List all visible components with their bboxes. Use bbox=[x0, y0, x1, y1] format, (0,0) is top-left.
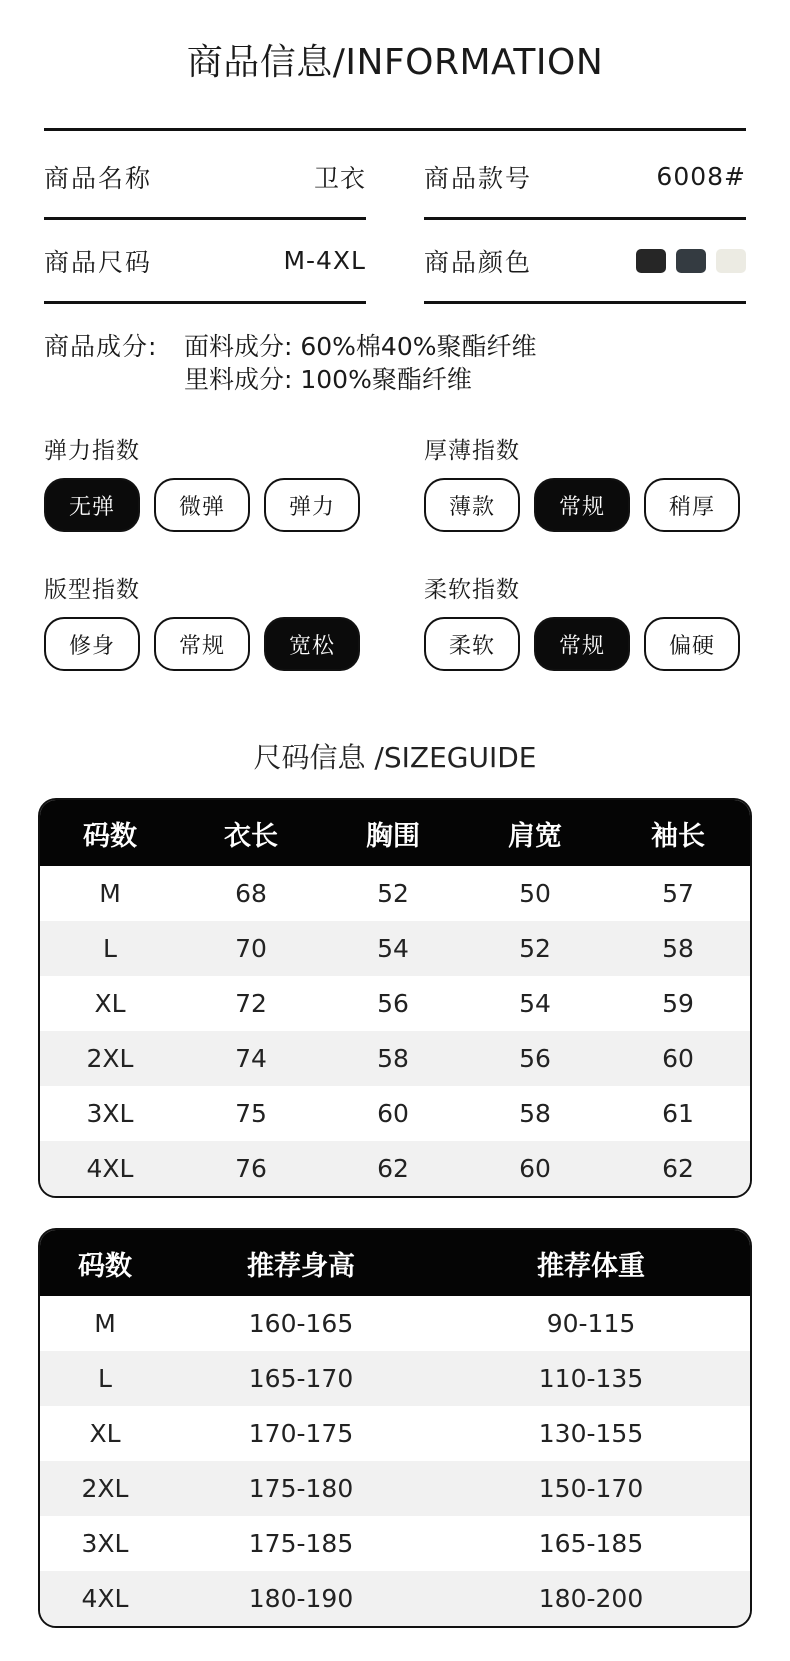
table-cell: 4XL bbox=[81, 1584, 129, 1613]
color-swatch bbox=[636, 249, 666, 273]
table-cell: 2XL bbox=[86, 1044, 134, 1073]
table-cell: XL bbox=[94, 989, 126, 1018]
fit-index-options bbox=[44, 617, 360, 671]
table-cell: 54 bbox=[377, 934, 409, 963]
softness-option-pill: 偏硬 bbox=[644, 617, 740, 671]
table-cell: 60 bbox=[662, 1044, 694, 1073]
recommend-table bbox=[38, 1228, 752, 1628]
page-title: 商品信息/INFORMATION bbox=[186, 42, 604, 83]
table-row bbox=[40, 976, 750, 1031]
table-row bbox=[40, 866, 750, 921]
color-label: 商品颜色 bbox=[424, 247, 533, 277]
table-cell: L bbox=[103, 934, 117, 963]
table-cell: 180-190 bbox=[248, 1584, 354, 1613]
table-cell: 68 bbox=[235, 879, 267, 908]
elastic-index-options bbox=[44, 478, 360, 532]
table-cell: 76 bbox=[235, 1154, 267, 1183]
softness-index-options bbox=[424, 617, 740, 671]
thickness-index-label: 厚薄指数 bbox=[424, 438, 520, 464]
composition-label: 商品成分: bbox=[44, 332, 158, 361]
name-value: 卫衣 bbox=[313, 163, 366, 193]
color-swatch bbox=[716, 249, 746, 273]
header-cell: 推荐体重 bbox=[537, 1250, 645, 1282]
table-row bbox=[40, 921, 750, 976]
table-cell: 90-115 bbox=[546, 1309, 636, 1338]
table-cell: M bbox=[99, 879, 121, 908]
table-row bbox=[40, 1516, 750, 1571]
name-label: 商品名称 bbox=[44, 163, 153, 193]
elastic-option-pill: 弹力 bbox=[264, 478, 360, 532]
header-cell: 袖长 bbox=[651, 820, 705, 852]
table-cell: 130-155 bbox=[538, 1419, 644, 1448]
table-cell: 110-135 bbox=[538, 1364, 644, 1393]
header-cell: 码数 bbox=[78, 1250, 132, 1282]
table-cell: 58 bbox=[377, 1044, 409, 1073]
table-cell: 52 bbox=[377, 879, 409, 908]
table-row bbox=[40, 1406, 750, 1461]
table-cell: 160-165 bbox=[248, 1309, 354, 1338]
fit-option-pill: 常规 bbox=[154, 617, 250, 671]
table-cell: 61 bbox=[662, 1099, 694, 1128]
table-cell: 54 bbox=[519, 989, 551, 1018]
header-cell: 肩宽 bbox=[508, 820, 562, 852]
table-cell: XL bbox=[89, 1419, 121, 1448]
elastic-option-pill: 无弹 bbox=[44, 478, 140, 532]
top-divider bbox=[44, 128, 746, 131]
size-table bbox=[38, 798, 752, 1198]
header-cell: 衣长 bbox=[224, 820, 278, 852]
table-row bbox=[40, 1031, 750, 1086]
table-cell: 52 bbox=[519, 934, 551, 963]
table-cell: 4XL bbox=[86, 1154, 134, 1183]
softness-index-label: 柔软指数 bbox=[424, 577, 520, 603]
table-cell: 74 bbox=[235, 1044, 267, 1073]
size-label: 商品尺码 bbox=[44, 247, 153, 277]
table-cell: 70 bbox=[235, 934, 267, 963]
table-cell: 72 bbox=[235, 989, 267, 1018]
table-header bbox=[40, 1230, 750, 1296]
fit-option-pill: 修身 bbox=[44, 617, 140, 671]
table-cell: 170-175 bbox=[248, 1419, 354, 1448]
table-cell: 58 bbox=[662, 934, 694, 963]
composition-lining: 里料成分: 100%聚酯纤维 bbox=[184, 365, 472, 394]
table-cell: 60 bbox=[519, 1154, 551, 1183]
table-header bbox=[40, 800, 750, 866]
table-cell: 62 bbox=[662, 1154, 694, 1183]
table-cell: 62 bbox=[377, 1154, 409, 1183]
table-cell: 58 bbox=[519, 1099, 551, 1128]
table-cell: 2XL bbox=[81, 1474, 129, 1503]
table-cell: 165-170 bbox=[248, 1364, 354, 1393]
composition-fabric: 面料成分: 60%棉40%聚酯纤维 bbox=[184, 332, 537, 361]
table-cell: 60 bbox=[377, 1099, 409, 1128]
thickness-option-pill: 常规 bbox=[534, 478, 630, 532]
table-row bbox=[40, 1141, 750, 1196]
elastic-option-pill: 微弹 bbox=[154, 478, 250, 532]
table-cell: 3XL bbox=[86, 1099, 134, 1128]
table-cell: M bbox=[94, 1309, 116, 1338]
thickness-index-options bbox=[424, 478, 740, 532]
fit-index-label: 版型指数 bbox=[44, 577, 140, 603]
thickness-option-pill: 稍厚 bbox=[644, 478, 740, 532]
softness-option-pill: 柔软 bbox=[424, 617, 520, 671]
table-cell: 50 bbox=[519, 879, 551, 908]
header-cell: 胸围 bbox=[366, 820, 420, 852]
info-sku bbox=[424, 136, 746, 220]
info-color bbox=[424, 220, 746, 304]
header-cell: 推荐身高 bbox=[247, 1250, 355, 1282]
table-row bbox=[40, 1086, 750, 1141]
table-cell: 56 bbox=[377, 989, 409, 1018]
info-name bbox=[44, 136, 366, 220]
softness-option-pill: 常规 bbox=[534, 617, 630, 671]
elastic-index-label: 弹力指数 bbox=[44, 438, 140, 464]
table-cell: 3XL bbox=[81, 1529, 129, 1558]
size-guide-title: 尺码信息 /SIZEGUIDE bbox=[253, 741, 537, 774]
table-cell: 175-180 bbox=[248, 1474, 354, 1503]
table-row bbox=[40, 1461, 750, 1516]
table-cell: 57 bbox=[662, 879, 694, 908]
size-value: M-4XL bbox=[283, 246, 366, 275]
sku-label: 商品款号 bbox=[424, 163, 533, 193]
table-row bbox=[40, 1571, 750, 1626]
table-row bbox=[40, 1296, 750, 1351]
table-cell: 59 bbox=[662, 989, 694, 1018]
color-swatch bbox=[676, 249, 706, 273]
color-swatches bbox=[636, 249, 746, 273]
table-cell: 150-170 bbox=[538, 1474, 644, 1503]
table-row bbox=[40, 1351, 750, 1406]
table-cell: 165-185 bbox=[538, 1529, 644, 1558]
table-cell: 75 bbox=[235, 1099, 267, 1128]
table-cell: 56 bbox=[519, 1044, 551, 1073]
table-cell: 180-200 bbox=[538, 1584, 644, 1613]
thickness-option-pill: 薄款 bbox=[424, 478, 520, 532]
sku-value: 6008# bbox=[656, 162, 746, 191]
fit-option-pill: 宽松 bbox=[264, 617, 360, 671]
header-cell: 码数 bbox=[83, 820, 137, 852]
table-cell: L bbox=[98, 1364, 112, 1393]
table-cell: 175-185 bbox=[248, 1529, 354, 1558]
composition bbox=[44, 330, 537, 396]
info-size bbox=[44, 220, 366, 304]
